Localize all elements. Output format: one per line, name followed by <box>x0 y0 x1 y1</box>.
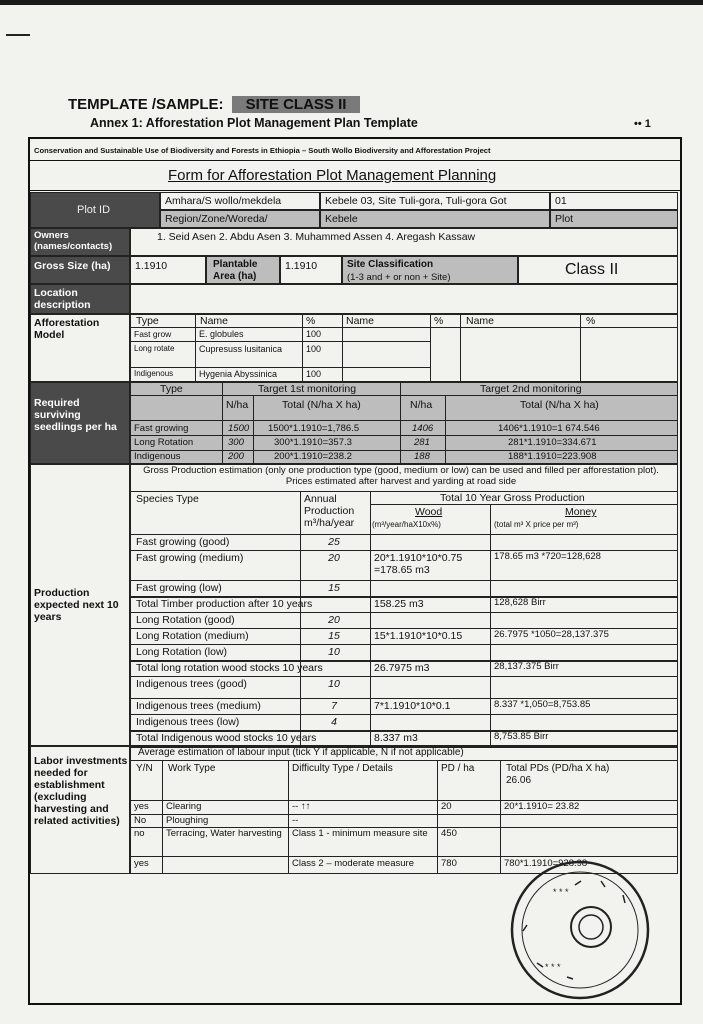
labor-note: Average estimation of labour input (tick Y if applicable, N if not applicable) <box>138 747 464 758</box>
seedlings-total-2: Total (N/ha X ha) <box>520 399 599 411</box>
production-money: 26.7975 *1050=28,137.375 <box>494 629 609 640</box>
labor-pd: 450 <box>441 828 457 839</box>
seed-row-1-total1: 1500*1.1910=1,786.5 <box>268 423 360 434</box>
afforestation-model-label: Afforestation Model <box>34 317 100 342</box>
model-row-3-type: Indigenous <box>134 369 174 378</box>
production-money: 8,753.85 Birr <box>494 731 549 742</box>
model-col-2 <box>302 314 303 382</box>
plot-location-value-cell <box>160 192 320 210</box>
production-row-rule <box>130 644 678 645</box>
official-stamp <box>505 855 655 1005</box>
labor-rule-2 <box>130 814 678 815</box>
plantable-area-cell <box>206 256 280 284</box>
seedlings-type-header: Type <box>160 383 183 395</box>
model-row-1-name: E. globules <box>199 329 244 339</box>
model-row-2-pct: 100 <box>306 344 322 354</box>
production-wood-header: Wood <box>415 506 443 518</box>
production-annual: 15 <box>328 630 340 642</box>
model-col-5 <box>460 314 461 382</box>
gross-size-label-cell <box>30 256 130 284</box>
production-row-rule <box>130 612 678 613</box>
seed-row-2-nha1: 300 <box>228 437 244 448</box>
model-row-2-type: Long rotate <box>134 344 175 353</box>
plot-kebele-caption: Kebele <box>325 213 358 225</box>
production-species-header: Species Type <box>136 493 199 505</box>
model-rule-2 <box>130 341 430 342</box>
location-value-cell <box>130 284 678 314</box>
plantable-area-label: Plantable Area (ha) <box>213 259 258 282</box>
seedlings-target2-header: Target 2nd monitoring <box>480 383 582 395</box>
model-row-3-pct: 100 <box>306 369 322 379</box>
production-species: Indigenous trees (good) <box>136 678 247 690</box>
model-row-1-type: Fast grow <box>134 329 172 339</box>
seed-row-1-nha1: 1500 <box>228 423 250 434</box>
project-rule <box>28 160 680 161</box>
seedlings-nha-1: N/ha <box>226 399 249 411</box>
site-classification-note: (1-3 and + or non + Site) <box>347 272 451 283</box>
seed-row-3-type: Indigenous <box>134 451 181 462</box>
site-classification-cell <box>342 256 518 284</box>
seed-row-2-type: Long Rotation <box>134 437 194 448</box>
seed-rule-2 <box>130 420 678 421</box>
labor-work: Terracing, Water harvesting <box>166 828 282 839</box>
production-money-header: Money <box>565 506 597 518</box>
plot-number-caption: Plot <box>555 213 574 225</box>
model-header-pct-2: % <box>434 315 444 327</box>
model-col-1 <box>195 314 196 382</box>
plot-kebele-value: Kebele 03, Site Tuli-gora, Tuli-gora Got <box>325 195 507 207</box>
prod-rule-top <box>130 491 678 492</box>
labor-label: Labor investments needed for establishment (excluding harvesting and related activities) <box>34 755 128 828</box>
seed-col-2 <box>253 395 254 464</box>
seed-rule-1 <box>130 395 678 396</box>
title-rule <box>28 190 680 191</box>
labor-yn: yes <box>134 858 149 869</box>
afforestation-model-label-cell <box>30 314 130 382</box>
labor-difficulty: -- ↑↑ <box>292 801 311 812</box>
labor-yn: no <box>134 828 145 839</box>
plot-number-value-cell <box>550 192 678 210</box>
seed-col-1 <box>222 382 223 464</box>
production-species: Total Timber production after 10 years <box>136 598 313 610</box>
labor-total: 20*1.1910= 23.82 <box>504 801 580 812</box>
seedlings-target1-header: Target 1st monitoring <box>258 383 357 395</box>
production-annual-header: Annual Production m³/ha/year <box>304 493 355 530</box>
plot-location-caption: Region/Zone/Woreda/ <box>165 213 268 225</box>
production-note: Gross Production estimation (only one production type (good, medium or low) can be used and filled per afforestation plot). Prices estimated after harvest and yarding at road side <box>143 465 659 487</box>
production-annual: 4 <box>331 716 337 728</box>
gross-size-value-cell <box>130 256 206 284</box>
production-annual: 10 <box>328 678 340 690</box>
labor-rule-head <box>130 760 678 761</box>
prod-rule-total <box>370 504 678 505</box>
production-annual: 7 <box>331 700 337 712</box>
production-label: Production expected next 10 years <box>34 587 119 624</box>
production-species: Fast growing (good) <box>136 536 230 548</box>
labor-header-work: Work Type <box>168 763 216 774</box>
plantable-area-value-cell <box>280 256 342 284</box>
location-label-cell <box>30 284 130 314</box>
labor-total: 780*1.1910=928.98 <box>504 858 588 869</box>
model-row-3-name: Hygenia Abyssinica <box>199 369 278 379</box>
seed-row-1-nha2: 1406 <box>412 423 434 434</box>
site-class-highlight: SITE CLASS II <box>232 96 361 113</box>
seed-row-1-total2: 1406*1.1910=1 674.546 <box>498 423 600 434</box>
model-col-4 <box>430 314 431 382</box>
production-row-rule <box>130 676 678 677</box>
seed-row-2-total2: 281*1.1910=334.671 <box>508 437 597 448</box>
production-label-cell <box>30 464 130 746</box>
model-col-6 <box>580 314 581 382</box>
model-header-pct-1: % <box>306 315 316 327</box>
labor-col-3 <box>437 760 438 874</box>
seed-col-3 <box>400 382 401 464</box>
plot-number-caption-cell <box>550 210 678 228</box>
prod-col-1 <box>300 491 301 746</box>
project-title: Conservation and Sustainable Use of Biodiversity and Forests in Ethiopia – South Wollo Biodiversity and Afforestation Project <box>34 146 491 155</box>
production-row-rule <box>130 534 678 535</box>
labor-work: Ploughing <box>166 815 209 826</box>
production-annual: 25 <box>328 536 340 548</box>
production-species: Indigenous trees (low) <box>136 716 240 728</box>
production-wood: 8.337 m3 <box>374 732 418 744</box>
model-header-name-3: Name <box>466 315 495 327</box>
production-species: Long Rotation (good) <box>136 614 235 626</box>
seedlings-label-cell <box>30 382 130 464</box>
plot-location-caption-cell <box>160 210 320 228</box>
labor-col-4 <box>500 760 501 874</box>
plot-location-value: Amhara/S wollo/mekdela <box>165 195 282 207</box>
production-money: 8.337 *1,050=8,753.85 <box>494 699 591 710</box>
labor-yn: yes <box>134 801 149 812</box>
model-rule-3 <box>130 367 430 368</box>
model-header-name-1: Name <box>200 315 229 327</box>
plot-id-cell <box>30 192 160 228</box>
site-class-value-cell <box>518 256 678 284</box>
model-header-pct-3: % <box>586 315 596 327</box>
labor-yn: No <box>134 815 147 826</box>
page-mark: •• 1 <box>634 118 651 130</box>
seed-col-4 <box>445 395 446 464</box>
location-label: Location description <box>34 287 91 312</box>
prod-col-2 <box>370 491 371 746</box>
model-col-3 <box>342 314 343 382</box>
gross-size-label: Gross Size (ha) <box>34 260 111 272</box>
labor-header-pd: PD / ha <box>441 763 475 774</box>
production-annual: 10 <box>328 646 340 658</box>
labor-difficulty: Class 1 - minimum measure site <box>292 828 428 839</box>
model-row-2-name: Cupresuss lusitanica <box>199 344 283 354</box>
svg-text:* * *: * * * <box>545 962 561 972</box>
labor-col-1 <box>162 760 163 874</box>
production-money: 28,137.375 Birr <box>494 661 559 672</box>
production-species: Long Rotation (medium) <box>136 630 249 642</box>
seed-rule-3 <box>130 435 678 436</box>
owners-label: Owners (names/contacts) <box>34 230 113 252</box>
model-rule-1 <box>130 327 678 328</box>
plantable-area-value: 1.1910 <box>285 260 318 272</box>
production-wood-sub: (m³/year/haX10x%) <box>372 520 441 529</box>
plot-kebele-value-cell <box>320 192 550 210</box>
labor-work: Clearing <box>166 801 202 812</box>
production-row-rule <box>130 580 678 581</box>
model-header-name-2: Name <box>346 315 375 327</box>
labor-difficulty: -- <box>292 815 299 826</box>
gross-size-value: 1.1910 <box>135 260 168 272</box>
production-money: 178.65 m3 *720=128,628 <box>494 551 601 562</box>
labor-header-total: Total PDs (PD/ha X ha) 26.06 <box>506 763 610 786</box>
production-annual: 20 <box>328 552 340 564</box>
seed-row-3-nha1: 200 <box>228 451 244 462</box>
scan-mark <box>6 34 30 36</box>
owners-value-cell <box>130 228 678 256</box>
plot-id-label: Plot ID <box>77 204 111 216</box>
site-class-value: Class II <box>565 261 619 278</box>
production-wood: 26.7975 m3 <box>374 662 430 674</box>
site-classification-label: Site Classification <box>347 259 434 270</box>
seed-row-3-total1: 200*1.1910=238.2 <box>274 451 352 462</box>
plot-kebele-caption-cell <box>320 210 550 228</box>
seed-row-3-total2: 188*1.1910=223.908 <box>508 451 597 462</box>
labor-label-cell <box>30 746 130 874</box>
labor-col-2 <box>288 760 289 874</box>
production-annual: 15 <box>328 582 340 594</box>
template-prefix: TEMPLATE /SAMPLE: <box>68 96 224 113</box>
production-annual: 20 <box>328 614 340 626</box>
production-wood: 7*1.1910*10*0.1 <box>374 700 451 712</box>
production-row-rule <box>130 714 678 715</box>
owners-value: 1. Seid Asen 2. Abdu Asen 3. Muhammed Assen 4. Aregash Kassaw <box>157 231 476 243</box>
production-species: Indigenous trees (medium) <box>136 700 261 712</box>
seed-row-3-nha2: 188 <box>414 451 430 462</box>
owners-label-cell <box>30 228 130 256</box>
annex-title: Annex 1: Afforestation Plot Management Plan Template <box>90 116 418 130</box>
seedlings-nha-2: N/ha <box>410 399 433 411</box>
seed-row-2-nha2: 281 <box>414 437 430 448</box>
scan-top-edge <box>0 0 703 5</box>
form-title: Form for Afforestation Plot Management Planning <box>168 167 497 184</box>
labor-pd: 780 <box>441 858 457 869</box>
seedlings-total-1: Total (N/ha X ha) <box>282 399 361 411</box>
production-money: 128,628 Birr <box>494 597 546 608</box>
model-row-1-pct: 100 <box>306 329 322 339</box>
prod-col-3 <box>490 504 491 746</box>
labor-rule-1 <box>130 800 678 801</box>
labor-pd: 20 <box>441 801 452 812</box>
seed-row-1-type: Fast growing <box>134 423 189 434</box>
production-species: Long Rotation (low) <box>136 646 228 658</box>
production-species: Fast growing (medium) <box>136 552 244 564</box>
production-species: Fast growing (low) <box>136 582 222 594</box>
production-wood: 158.25 m3 <box>374 598 424 610</box>
production-wood: 15*1.1910*10*0.15 <box>374 630 463 642</box>
seedlings-label: Required surviving seedlings per ha <box>34 397 117 434</box>
production-row-rule <box>130 698 678 699</box>
plot-number-value: 01 <box>555 195 567 207</box>
labor-header-yn: Y/N <box>136 763 153 774</box>
production-money-sub: (total m³ X price per m³) <box>494 520 579 529</box>
labor-difficulty: Class 2 – moderate measure <box>292 858 414 869</box>
labor-header-difficulty: Difficulty Type / Details <box>292 763 393 774</box>
production-total-header: Total 10 Year Gross Production <box>440 492 585 504</box>
production-wood: 20*1.1910*10*0.75 =178.65 m3 <box>374 552 463 577</box>
template-heading <box>68 96 360 113</box>
production-species: Total Indigenous wood stocks 10 years <box>136 732 317 744</box>
seed-row-2-total1: 300*1.1910=357.3 <box>274 437 352 448</box>
model-header-type: Type <box>136 315 159 327</box>
production-species: Total long rotation wood stocks 10 years <box>136 662 323 674</box>
svg-text:* * *: * * * <box>553 887 569 897</box>
